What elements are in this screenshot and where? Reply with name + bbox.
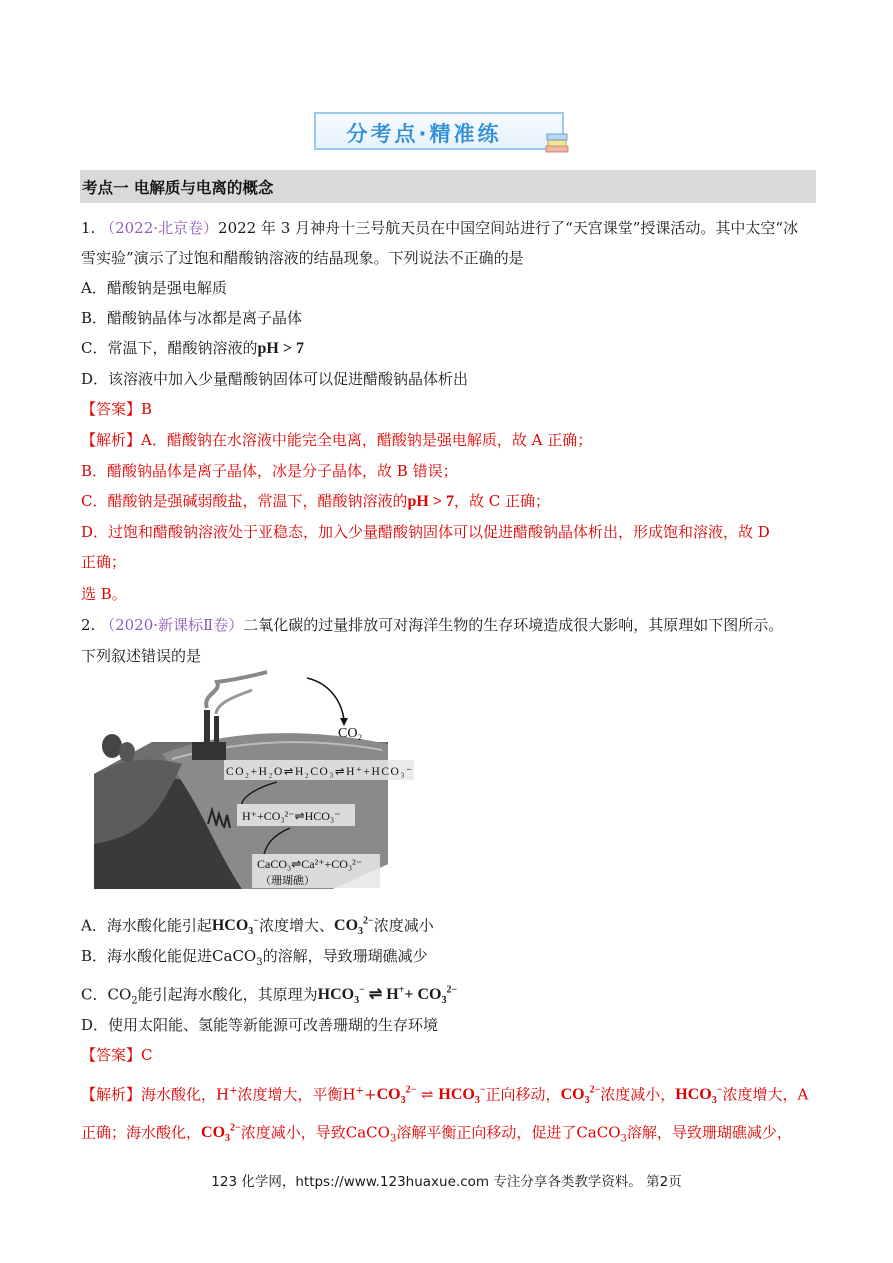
q1-answer: 【答案】B	[81, 400, 153, 418]
q1-stem-line2: 雪实验”演示了过饱和醋酸钠溶液的结晶现象。下列说法不正确的是	[81, 249, 524, 267]
q1-stem-text1: 2022 年 3 月神舟十三号航天员在中国空间站进行了“天宫课堂”授课活动。其中太空“冰	[218, 219, 799, 237]
figure-reef-label: （珊瑚礁）	[260, 874, 315, 887]
q1-analysis-line2: B．醋酸钠晶体是离子晶体，冰是分子晶体，故 B 错误；	[81, 462, 458, 480]
q2-analysis-line1: 【解析】海水酸化，H+浓度增大，平衡$H^++CO_3^{2-}$ ⇌ $HCO_3^-$正向移动，$CO_3^{2-}$浓度减小，$HCO_3^-$浓度增大，A	[81, 1085, 809, 1107]
q1-analysis-line3-formula: pH > 7	[407, 493, 454, 510]
q2-analysis-l1d: 浓度减小，	[600, 1085, 676, 1104]
q1-option-c-text: C．常温下，醋酸钠溶液的	[81, 339, 258, 357]
q1-analysis-line4: D．过饱和醋酸钠溶液处于亚稳态，加入少量醋酸钠固体可以促进醋酸钠晶体析出，形成饱和溶液，故 D	[81, 523, 770, 541]
q2-option-b: B．海水酸化能促进CaCO$_3$的溶解，导致珊瑚礁减少	[81, 947, 428, 968]
q2-analysis-l2c: 溶解平衡正向移动，促进了	[396, 1123, 577, 1142]
figure-eq3: CaCO₃⇌Ca²⁺+CO₃²⁻	[257, 857, 363, 871]
q2-formula-co3: $CO_3^{2-}$	[334, 916, 374, 938]
q2-option-c-text2: 能引起海水酸化，其原理为	[137, 985, 318, 1004]
banner-title: 分考点·精准练	[346, 122, 502, 146]
q2-option-c: C．$CO_2$能引起海水酸化，其原理为$HCO_3^-$ ⇌ $H^++ CO_3^{2-}$	[81, 985, 458, 1007]
q2-answer: 【答案】C	[81, 1046, 153, 1064]
q2-option-c-formula: $HCO_3^-$ ⇌ $H^++ CO_3^{2-}$	[317, 985, 458, 1007]
tree-icon	[102, 734, 122, 758]
q2-analysis-line2: 正确；海水酸化，$CO_3^{2-}$浓度减小，导致CaCO$_3$溶解平衡正向移动，促进了CaCO$_3$溶解，导致珊瑚礁减少，	[81, 1123, 792, 1145]
q1-stem-line1	[81, 218, 798, 238]
q1-option-c-formula: pH > 7	[257, 340, 304, 357]
section-title: 考点一 电解质与电离的概念	[82, 179, 274, 197]
q2-option-c-text1: C．	[81, 985, 108, 1004]
figure-eq1: CO₂+H₂O⇌H₂CO₃⇌H⁺+HCO₃⁻	[226, 766, 412, 778]
q1-analysis-line6: 选 B。	[81, 585, 127, 603]
q2-option-a	[81, 912, 434, 943]
figure-co2-label: CO₂	[338, 726, 363, 741]
q2-stem-line2: 下列叙述错误的是	[81, 647, 202, 665]
q1-option-b: B．醋酸钠晶体与冰都是离子晶体	[81, 309, 303, 327]
q2-option-a-text3: 浓度减小	[373, 916, 434, 935]
q2-analysis-l1b: 浓度增大，平衡	[237, 1085, 343, 1104]
ocean-acidification-figure	[92, 664, 412, 896]
q2-option-d: D．使用太阳能、氢能等新能源可改善珊瑚的生存环境	[81, 1016, 439, 1034]
q2-analysis-l1c: 正向移动，	[485, 1085, 561, 1104]
section-banner	[314, 112, 564, 150]
q2-analysis-l1e: 浓度增大，A	[722, 1085, 809, 1104]
q1-option-d: D．该溶液中加入少量醋酸钠固体可以促进醋酸钠晶体析出	[81, 370, 469, 388]
q2-number: 2.	[81, 616, 96, 634]
q2-option-a-text1: A．海水酸化能引起	[81, 916, 212, 935]
factory-icon	[192, 742, 226, 760]
books-icon	[544, 132, 570, 154]
q2-source: （2020·新课标Ⅱ卷）	[100, 616, 244, 634]
q1-number: 1.	[81, 219, 96, 237]
q2-option-b-text2: 的溶解，导致珊瑚礁减少	[262, 947, 428, 965]
q1-analysis-line3-b: ，故 C 正确；	[453, 492, 550, 510]
q2-option-a-text2: 浓度增大、	[259, 916, 335, 935]
q2-analysis-l2a: 正确；海水酸化，	[81, 1123, 202, 1142]
q1-analysis-line5: 正确；	[81, 553, 127, 571]
q2-analysis-l1a: 【解析】海水酸化，	[81, 1085, 217, 1104]
page-footer: 123 化学网，https://www.123huaxue.com 专注分享各类教学资料。 第2页	[211, 1174, 682, 1190]
q2-analysis-l2b: 浓度减小，导致	[240, 1123, 346, 1142]
q2-formula-hco3: $HCO_3^-$	[211, 916, 259, 938]
section-header	[80, 170, 816, 203]
q1-source: （2022·北京卷）	[100, 219, 219, 237]
q2-stem-line1	[81, 615, 783, 635]
q1-option-c	[81, 338, 304, 359]
q2-analysis-l2d: 溶解，导致珊瑚礁减少，	[626, 1123, 792, 1142]
q2-stem-text1: 二氧化碳的过量排放可对海洋生物的生存环境造成很大影响，其原理如下图所示。	[243, 616, 784, 634]
q1-analysis-line3	[81, 491, 550, 512]
q1-analysis-line1: 【解析】A．醋酸钠在水溶液中能完全电离，醋酸钠是强电解质，故 A 正确；	[81, 431, 593, 449]
q1-analysis-line3-a: C．醋酸钠是强碱弱酸盐，常温下，醋酸钠溶液的	[81, 492, 408, 510]
q2-option-b-text1: B．海水酸化能促进	[81, 947, 213, 965]
figure-eq2: H⁺+CO₃²⁻⇌HCO₃⁻	[242, 809, 341, 823]
q1-option-a: A．醋酸钠是强电解质	[81, 279, 227, 297]
